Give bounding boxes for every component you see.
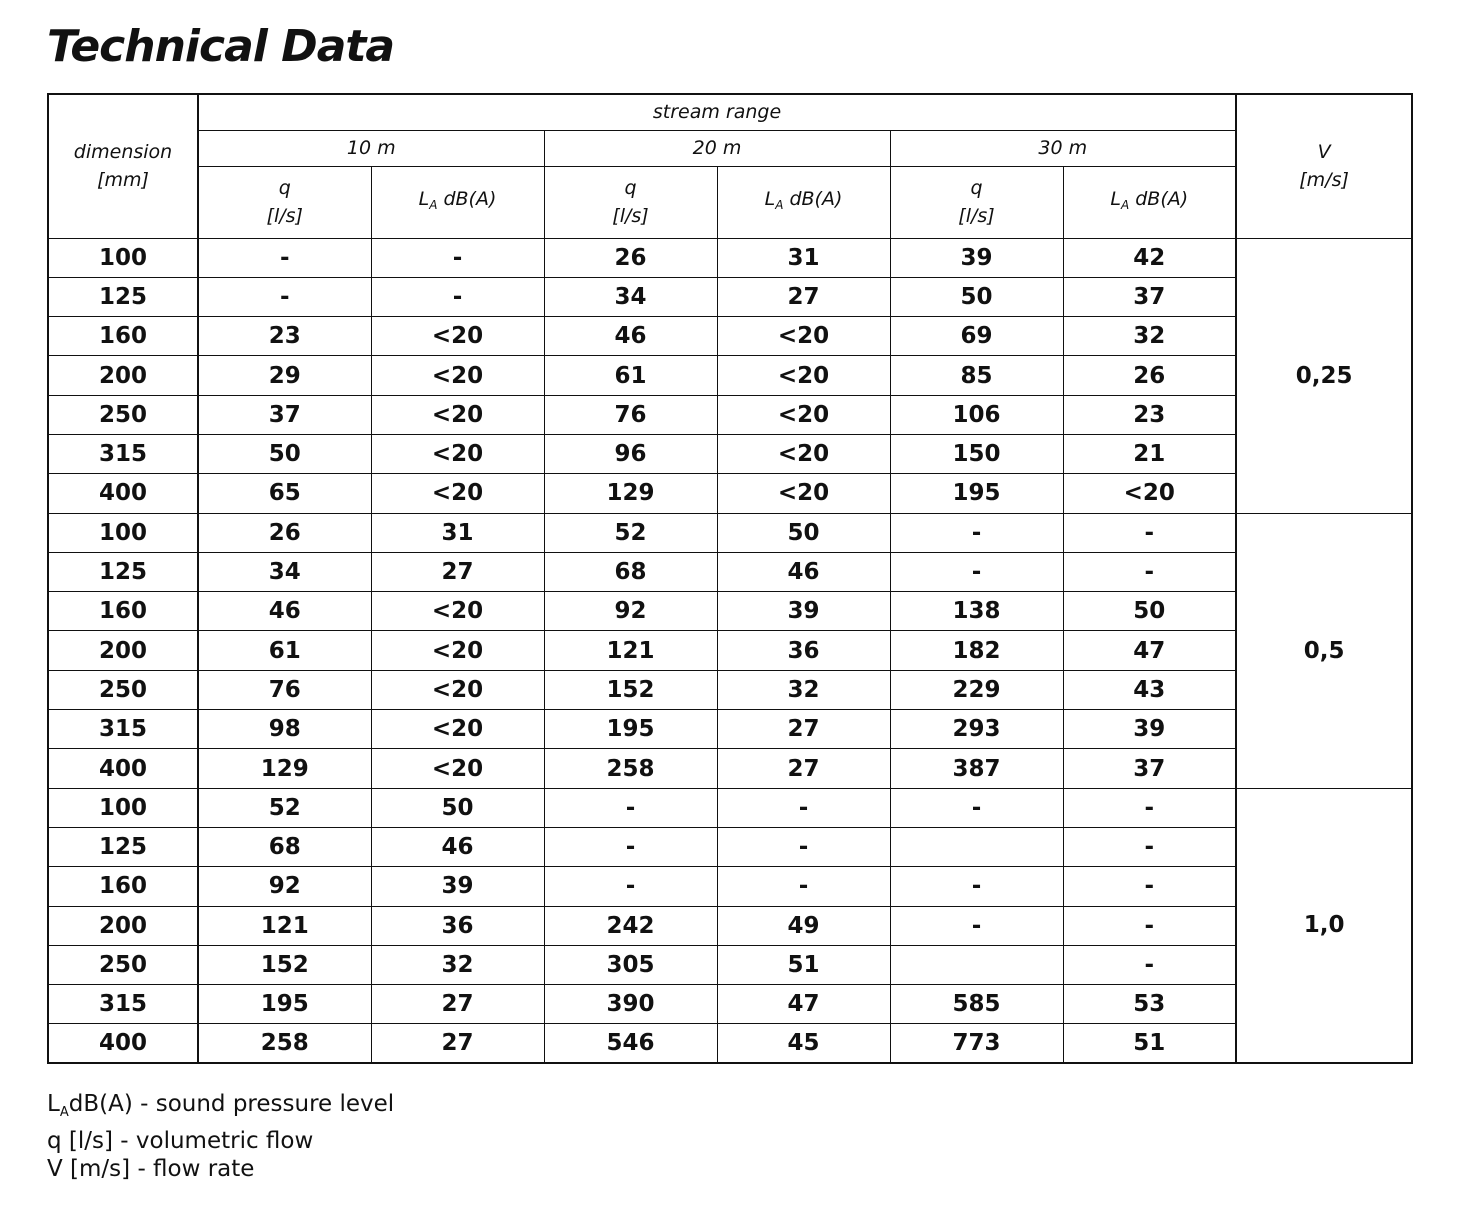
cell-velocity: 0,5: [1236, 513, 1412, 788]
legend-v: V [m/s] - flow rate: [47, 1156, 255, 1182]
header-la-suffix: dB(A): [437, 188, 497, 210]
cell-dimension: 160: [48, 592, 198, 631]
table-cell: 37: [1063, 749, 1236, 788]
table-cell: 138: [890, 592, 1063, 631]
table-cell: 773: [890, 1024, 1063, 1063]
table-cell: 27: [717, 749, 890, 788]
table-cell: 46: [198, 592, 371, 631]
header-q-30m: [890, 166, 1063, 238]
table-row: [48, 434, 1412, 473]
table-cell: 96: [544, 434, 717, 473]
header-la-suffix: dB(A): [783, 188, 843, 210]
table-cell: 305: [544, 945, 717, 984]
table-cell: -: [198, 277, 371, 316]
table-cell: 26: [544, 238, 717, 277]
header-velocity-unit: [m/s]: [1299, 169, 1349, 192]
table-cell: 23: [198, 317, 371, 356]
table-cell: <20: [371, 710, 544, 749]
table-cell: 27: [371, 985, 544, 1024]
table-row: [48, 827, 1412, 866]
table-cell: 50: [198, 434, 371, 473]
table-cell: -: [198, 238, 371, 277]
cell-dimension: 100: [48, 513, 198, 552]
table-cell: 390: [544, 985, 717, 1024]
table-cell: 152: [544, 670, 717, 709]
header-range-10m: 10 m: [198, 130, 544, 166]
header-la-10m: [371, 166, 544, 238]
cell-dimension: 315: [48, 710, 198, 749]
table-cell: 98: [198, 710, 371, 749]
table-row: [48, 788, 1412, 827]
cell-dimension: 315: [48, 985, 198, 1024]
table-row: [48, 670, 1412, 709]
header-la-sub: A: [429, 198, 438, 212]
table-cell: 50: [890, 277, 1063, 316]
table-cell: -: [890, 906, 1063, 945]
table-cell: 195: [890, 474, 1063, 513]
header-q-unit: [l/s]: [612, 205, 649, 227]
legend: [47, 1090, 394, 1183]
table-cell: -: [371, 277, 544, 316]
table-row: [48, 474, 1412, 513]
table-cell: -: [717, 788, 890, 827]
table-cell: 32: [717, 670, 890, 709]
table-cell: 229: [890, 670, 1063, 709]
table-cell: 34: [544, 277, 717, 316]
table-row: [48, 395, 1412, 434]
table-cell: 76: [544, 395, 717, 434]
table-cell: -: [544, 867, 717, 906]
table-cell: 51: [1063, 1024, 1236, 1063]
table-row: [48, 277, 1412, 316]
cell-velocity: 0,25: [1236, 238, 1412, 513]
table-cell: <20: [371, 395, 544, 434]
table-cell: 32: [371, 945, 544, 984]
table-cell: 258: [544, 749, 717, 788]
table-cell: -: [890, 788, 1063, 827]
table-cell: <20: [371, 670, 544, 709]
table-cell: 23: [1063, 395, 1236, 434]
table-cell: 29: [198, 356, 371, 395]
header-q-label: q: [278, 177, 291, 199]
table-row: [48, 513, 1412, 552]
header-dimension: [48, 94, 198, 238]
table-cell: 26: [198, 513, 371, 552]
table-cell: 46: [371, 827, 544, 866]
cell-dimension: 400: [48, 1024, 198, 1063]
table-row: [48, 985, 1412, 1024]
cell-dimension: 400: [48, 474, 198, 513]
table-cell: 121: [198, 906, 371, 945]
table-row: [48, 906, 1412, 945]
table-body: [48, 238, 1412, 1063]
cell-dimension: 125: [48, 552, 198, 591]
table-cell: 31: [717, 238, 890, 277]
table-row: [48, 945, 1412, 984]
header-range-30m: 30 m: [890, 130, 1236, 166]
header-la-sub: A: [1120, 198, 1130, 212]
table-cell: 92: [198, 867, 371, 906]
table-cell: 195: [544, 710, 717, 749]
table-row: [48, 238, 1412, 277]
table-cell: 52: [198, 788, 371, 827]
cell-dimension: 160: [48, 317, 198, 356]
table-cell: 61: [544, 356, 717, 395]
table-cell: 21: [1063, 434, 1236, 473]
legend-q: q [l/s] - volumetric flow: [47, 1128, 314, 1154]
header-la-30m: [1063, 166, 1236, 238]
table-cell: -: [1063, 906, 1236, 945]
table-cell: <20: [371, 592, 544, 631]
table-cell: <20: [717, 356, 890, 395]
table-cell: -: [1063, 945, 1236, 984]
table-cell: 50: [717, 513, 890, 552]
table-cell: 129: [198, 749, 371, 788]
legend-la-prefix: L: [47, 1091, 60, 1117]
table-cell: -: [1063, 867, 1236, 906]
table-cell: 32: [1063, 317, 1236, 356]
table-cell: 293: [890, 710, 1063, 749]
table-cell: -: [1063, 827, 1236, 866]
header-range-20m: 20 m: [544, 130, 890, 166]
table-cell: 39: [890, 238, 1063, 277]
table-cell: 43: [1063, 670, 1236, 709]
table-cell: <20: [371, 631, 544, 670]
table-cell: -: [890, 552, 1063, 591]
table-row: [48, 552, 1412, 591]
table-cell: 68: [198, 827, 371, 866]
table-cell: 46: [717, 552, 890, 591]
table-cell: 129: [544, 474, 717, 513]
table-row: [48, 592, 1412, 631]
table-cell: 61: [198, 631, 371, 670]
table-cell: 42: [1063, 238, 1236, 277]
table-cell: -: [717, 867, 890, 906]
header-q-label: q: [970, 177, 983, 199]
technical-data-table: [47, 93, 1413, 1064]
cell-dimension: 250: [48, 670, 198, 709]
table-cell: 585: [890, 985, 1063, 1024]
table-cell: 53: [1063, 985, 1236, 1024]
cell-dimension: 125: [48, 827, 198, 866]
table-cell: -: [371, 238, 544, 277]
table-cell: 50: [371, 788, 544, 827]
table-cell: 76: [198, 670, 371, 709]
table-cell: 36: [371, 906, 544, 945]
header-la-prefix: L: [418, 188, 430, 210]
table-row: [48, 356, 1412, 395]
header-la-prefix: L: [764, 188, 776, 210]
cell-dimension: 200: [48, 906, 198, 945]
table-cell: 50: [1063, 592, 1236, 631]
table-cell: 195: [198, 985, 371, 1024]
table-cell: <20: [717, 474, 890, 513]
table-cell: 152: [198, 945, 371, 984]
cell-dimension: 125: [48, 277, 198, 316]
table-cell: 69: [890, 317, 1063, 356]
table-cell: 52: [544, 513, 717, 552]
table-cell: -: [544, 827, 717, 866]
table-cell: -: [890, 867, 1063, 906]
table-cell: -: [890, 513, 1063, 552]
header-la-suffix: dB(A): [1129, 188, 1189, 210]
legend-la-sub: A: [59, 1105, 69, 1120]
table-cell: -: [1063, 552, 1236, 591]
table-cell: [890, 945, 1063, 984]
table-cell: <20: [371, 317, 544, 356]
cell-dimension: 160: [48, 867, 198, 906]
table-cell: 106: [890, 395, 1063, 434]
table-cell: 26: [1063, 356, 1236, 395]
table-cell: 121: [544, 631, 717, 670]
cell-velocity: 1,0: [1236, 788, 1412, 1063]
header-q-20m: [544, 166, 717, 238]
table-cell: -: [1063, 513, 1236, 552]
table-row: [48, 710, 1412, 749]
table-row: [48, 1024, 1412, 1063]
header-q-unit: [l/s]: [266, 205, 303, 227]
table-cell: 27: [717, 710, 890, 749]
legend-la: [47, 1090, 394, 1127]
table-cell: 546: [544, 1024, 717, 1063]
header-la-sub: A: [775, 198, 784, 212]
header-la-prefix: L: [1110, 188, 1121, 210]
header-velocity: [1236, 94, 1412, 238]
cell-dimension: 200: [48, 631, 198, 670]
table-cell: <20: [717, 434, 890, 473]
table-cell: 45: [717, 1024, 890, 1063]
table-cell: -: [1063, 788, 1236, 827]
table-cell: <20: [371, 434, 544, 473]
cell-dimension: 250: [48, 395, 198, 434]
table-cell: <20: [371, 474, 544, 513]
table-cell: 31: [371, 513, 544, 552]
table-cell: 39: [371, 867, 544, 906]
cell-dimension: 250: [48, 945, 198, 984]
table-cell: 92: [544, 592, 717, 631]
table-cell: 47: [717, 985, 890, 1024]
table-cell: 85: [890, 356, 1063, 395]
table-cell: <20: [1063, 474, 1236, 513]
table-row: [48, 317, 1412, 356]
table-cell: 68: [544, 552, 717, 591]
header-q-unit: [l/s]: [958, 205, 995, 227]
table-cell: <20: [717, 395, 890, 434]
cell-dimension: 400: [48, 749, 198, 788]
table-cell: 39: [1063, 710, 1236, 749]
table-cell: 39: [717, 592, 890, 631]
table-cell: 47: [1063, 631, 1236, 670]
table-row: [48, 631, 1412, 670]
header-q-label: q: [624, 177, 637, 199]
table-cell: 182: [890, 631, 1063, 670]
cell-dimension: 100: [48, 788, 198, 827]
table-cell: 27: [717, 277, 890, 316]
table-cell: 51: [717, 945, 890, 984]
table-cell: 65: [198, 474, 371, 513]
table-cell: 242: [544, 906, 717, 945]
cell-dimension: 100: [48, 238, 198, 277]
table-cell: [890, 827, 1063, 866]
table-cell: 387: [890, 749, 1063, 788]
header-la-20m: [717, 166, 890, 238]
table-row: [48, 867, 1412, 906]
cell-dimension: 200: [48, 356, 198, 395]
header-velocity-label: V: [1317, 141, 1331, 164]
header-dimension-unit: [mm]: [97, 169, 149, 192]
table-cell: 37: [198, 395, 371, 434]
legend-la-text: dB(A) - sound pressure level: [68, 1091, 395, 1117]
table-cell: 34: [198, 552, 371, 591]
table-cell: 27: [371, 1024, 544, 1063]
table-cell: 258: [198, 1024, 371, 1063]
table-cell: <20: [371, 356, 544, 395]
table-row: [48, 749, 1412, 788]
header-q-10m: [198, 166, 371, 238]
table-cell: 37: [1063, 277, 1236, 316]
table-cell: 150: [890, 434, 1063, 473]
table-cell: -: [717, 827, 890, 866]
table-cell: -: [544, 788, 717, 827]
table-cell: <20: [371, 749, 544, 788]
table-cell: 46: [544, 317, 717, 356]
table-cell: <20: [717, 317, 890, 356]
page-title: Technical Data: [47, 21, 395, 72]
table-cell: 36: [717, 631, 890, 670]
header-dimension-label: dimension: [73, 141, 173, 164]
cell-dimension: 315: [48, 434, 198, 473]
table-cell: 49: [717, 906, 890, 945]
header-stream-range: stream range: [198, 94, 1236, 130]
table-cell: 27: [371, 552, 544, 591]
